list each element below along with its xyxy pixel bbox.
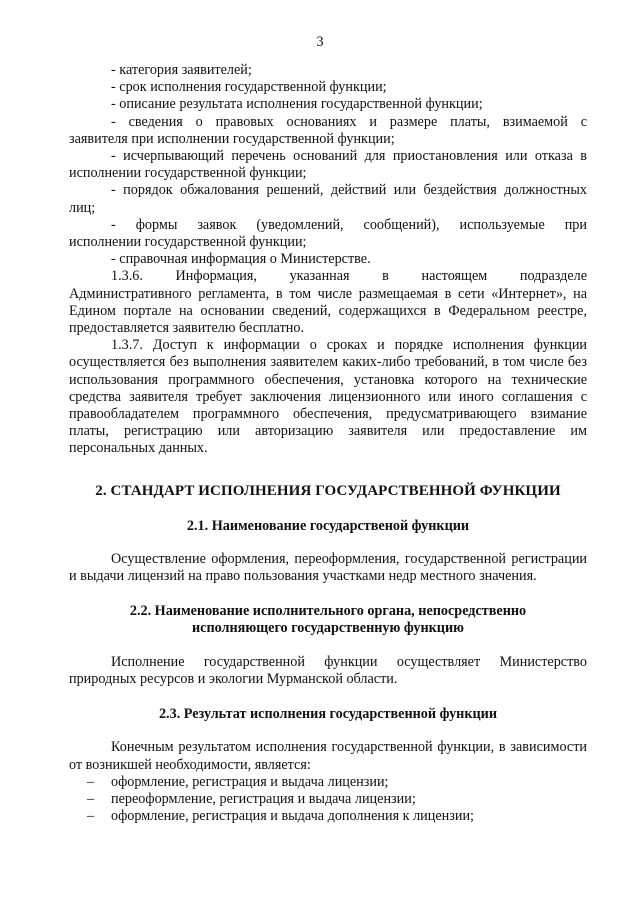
list-item-request-forms bbox=[69, 217, 587, 251]
heading-line: 2.2. Наименование исполнительного органа, непосредственно bbox=[129, 603, 527, 620]
dash-marker: – bbox=[87, 790, 95, 807]
list-item-line: - формы заявок (уведомлений, сообщений), используемые при bbox=[111, 216, 587, 233]
document-body bbox=[69, 62, 587, 825]
subsection-2-3-text: Конечным результатом исполнения государственной функции, в зависимости от возникшей необходимости, является: bbox=[69, 739, 587, 773]
subsection-2-2-text: Исполнение государственной функции осуществляет Министерство природных ресурсов и экологии Мурманской области. bbox=[69, 653, 587, 687]
subsection-2-2-heading bbox=[69, 603, 587, 637]
subsection-2-1-text: Осуществление оформления, переоформления, государственной регистрации и выдачи лицензий на право пользования участками недр местного значения. bbox=[69, 550, 587, 585]
list-item-line: - порядок обжалования решений, действий или бездействия должностных bbox=[111, 182, 587, 199]
list-item-line: - сведения о правовых основаниях и размере платы, взимаемой с bbox=[111, 113, 587, 130]
list-item-applicant-category: - категория заявителей; bbox=[111, 62, 252, 78]
list-item-line: исполнении государственной функции; bbox=[69, 234, 307, 251]
list-item bbox=[69, 774, 587, 791]
list-item-refusal-grounds bbox=[69, 148, 587, 182]
list-item bbox=[69, 808, 587, 825]
list-item-line: заявителя при исполнении государственной функции; bbox=[69, 130, 395, 147]
dash-marker: – bbox=[87, 808, 95, 825]
paragraph-1-3-7: 1.3.7. Доступ к информации о сроках и порядке исполнения функции осуществляется без выполнения заявителем каких-либо требований, в том числе без использования программного обеспечения, установка которого на технические средства заявителя требует заключения лицензионного или иного соглашения с правообладателем программного обеспечения, предусматривающего взимание платы, регистрацию или авторизацию заявителя или предоставление им персональных данных. bbox=[69, 337, 587, 457]
subsection-2-1-heading: 2.1. Наименование государственой функции bbox=[186, 517, 470, 534]
list-item-text: переоформление, регистрация и выдача лицензии; bbox=[111, 790, 416, 807]
result-list bbox=[69, 774, 587, 826]
subsection-2-3-heading: 2.3. Результат исполнения государственной функции bbox=[158, 706, 498, 723]
list-item-text: оформление, регистрация и выдача дополнения к лицензии; bbox=[111, 808, 474, 825]
paragraph-1-3-6 bbox=[69, 268, 587, 337]
list-item-line: исполнении государственной функции; bbox=[69, 165, 307, 182]
list-item-line: - исчерпывающий перечень оснований для приостановления или отказа в bbox=[111, 148, 587, 165]
section-2-heading: 2. СТАНДАРТ ИСПОЛНЕНИЯ ГОСУДАРСТВЕННОЙ ФУНКЦИИ bbox=[95, 482, 561, 499]
list-item-appeal-procedure bbox=[69, 182, 587, 216]
list-item-reference-info: - справочная информация о Министерстве. bbox=[111, 251, 371, 268]
dash-marker: – bbox=[87, 773, 95, 790]
list-item-text: оформление, регистрация и выдача лицензии; bbox=[111, 773, 389, 790]
list-item-line: лиц; bbox=[69, 199, 96, 216]
list-item bbox=[69, 791, 587, 808]
paragraph-line: 1.3.6. Информация, указанная в настоящем подразделе bbox=[111, 268, 587, 285]
list-item-result-description: - описание результата исполнения государственной функции; bbox=[111, 96, 483, 113]
paragraph-text: Административного регламента, в том числе размещаемая в сети «Интернет», на Едином портале на основании сведений, содержащихся в Федеральном реестре, предоставляется заявителю бесплатно. bbox=[69, 285, 587, 337]
list-item-execution-term: - срок исполнения государственной функции; bbox=[111, 79, 387, 96]
heading-line: исполняющего государственную функцию bbox=[191, 620, 464, 637]
list-item-legal-grounds bbox=[69, 114, 587, 148]
page-number: 3 bbox=[316, 34, 324, 50]
